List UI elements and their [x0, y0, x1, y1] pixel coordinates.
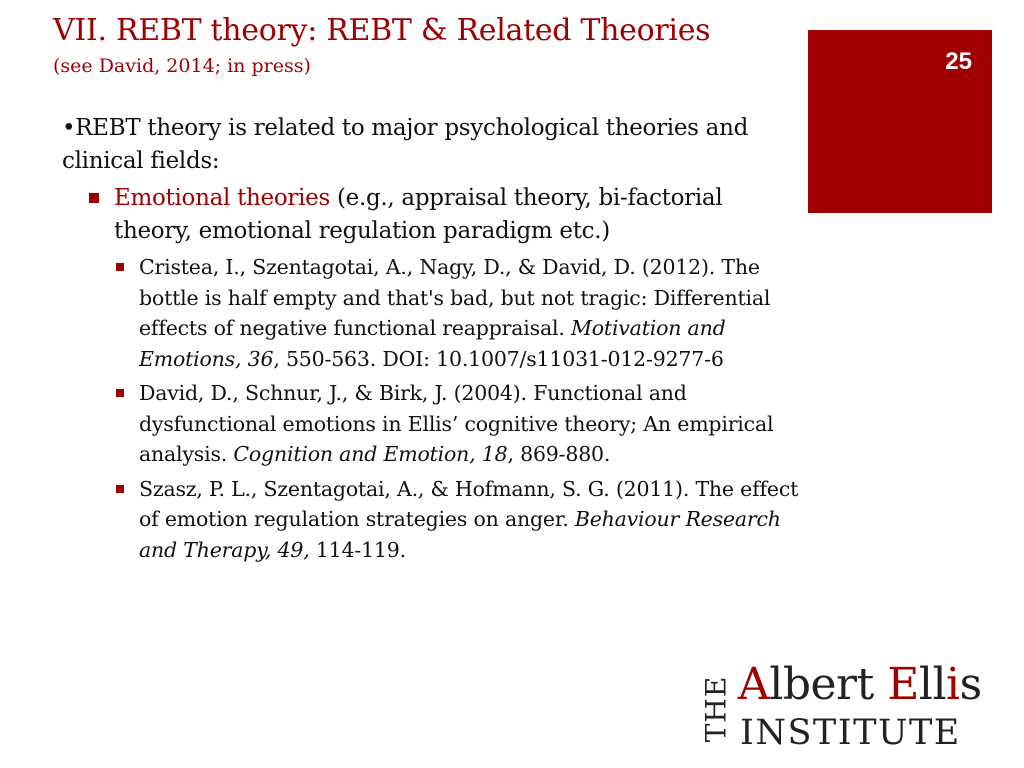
square-bullet-icon — [116, 263, 124, 271]
reference-text: Cristea, I., Szentagotai, A., Nagy, D., & David, D. (2012). The bottle is half empty and that's bad, but not tragic: Differential effects of negative functional reappraisal. — [139, 255, 771, 340]
sub-bullet — [114, 182, 802, 248]
slide-subtitle: (see David, 2014; in press) — [53, 55, 311, 77]
reference-item — [139, 252, 802, 374]
square-bullet-icon — [89, 193, 99, 203]
square-bullet-icon — [116, 389, 124, 397]
reference-journal: Behaviour Research and Therapy, 49, — [139, 507, 781, 562]
reference-item — [139, 474, 802, 566]
reference-text: Szasz, P. L., Szentagotai, A., & Hofmann, S. G. (2011). The effect of emotion regulation strategies on anger. — [139, 476, 799, 531]
sub-bullet-text: (e.g., appraisal theory, bi-factorial theory, emotional regulation paradigm etc.) — [114, 185, 723, 244]
sub-bullet-highlight: Emotional theories — [114, 185, 330, 211]
reference-text: David, D., Schnur, J., & Birk, J. (2004). Functional and dysfunctional emotions in Ellis’ cognitive theory; An empirical analysis. — [139, 381, 774, 466]
logo-the: THE — [699, 675, 733, 743]
reference-item — [139, 378, 802, 470]
square-bullet-icon — [116, 485, 124, 493]
reference-pages: , 550-563. DOI: 10.1007/s11031-012-9277-6 — [273, 346, 724, 371]
reference-pages: , 869-880. — [507, 442, 611, 466]
reference-pages: 114-119. — [309, 537, 406, 562]
slide-content — [62, 112, 802, 565]
logo-albert-ellis: Albert Ellis — [738, 659, 982, 710]
page-number-badge — [808, 30, 992, 213]
logo-institute: INSTITUTE — [740, 713, 961, 753]
reference-journal: Motivation and Emotions, 36 — [139, 316, 726, 371]
main-bullet: •REBT theory is related to major psychological theories and clinical fields: — [62, 115, 749, 174]
albert-ellis-institute-logo — [700, 660, 1020, 760]
page-number: 25 — [945, 48, 972, 75]
slide-title: VII. REBT theory: REBT & Related Theories — [53, 13, 711, 48]
reference-journal: Cognition and Emotion, 18 — [233, 442, 508, 466]
